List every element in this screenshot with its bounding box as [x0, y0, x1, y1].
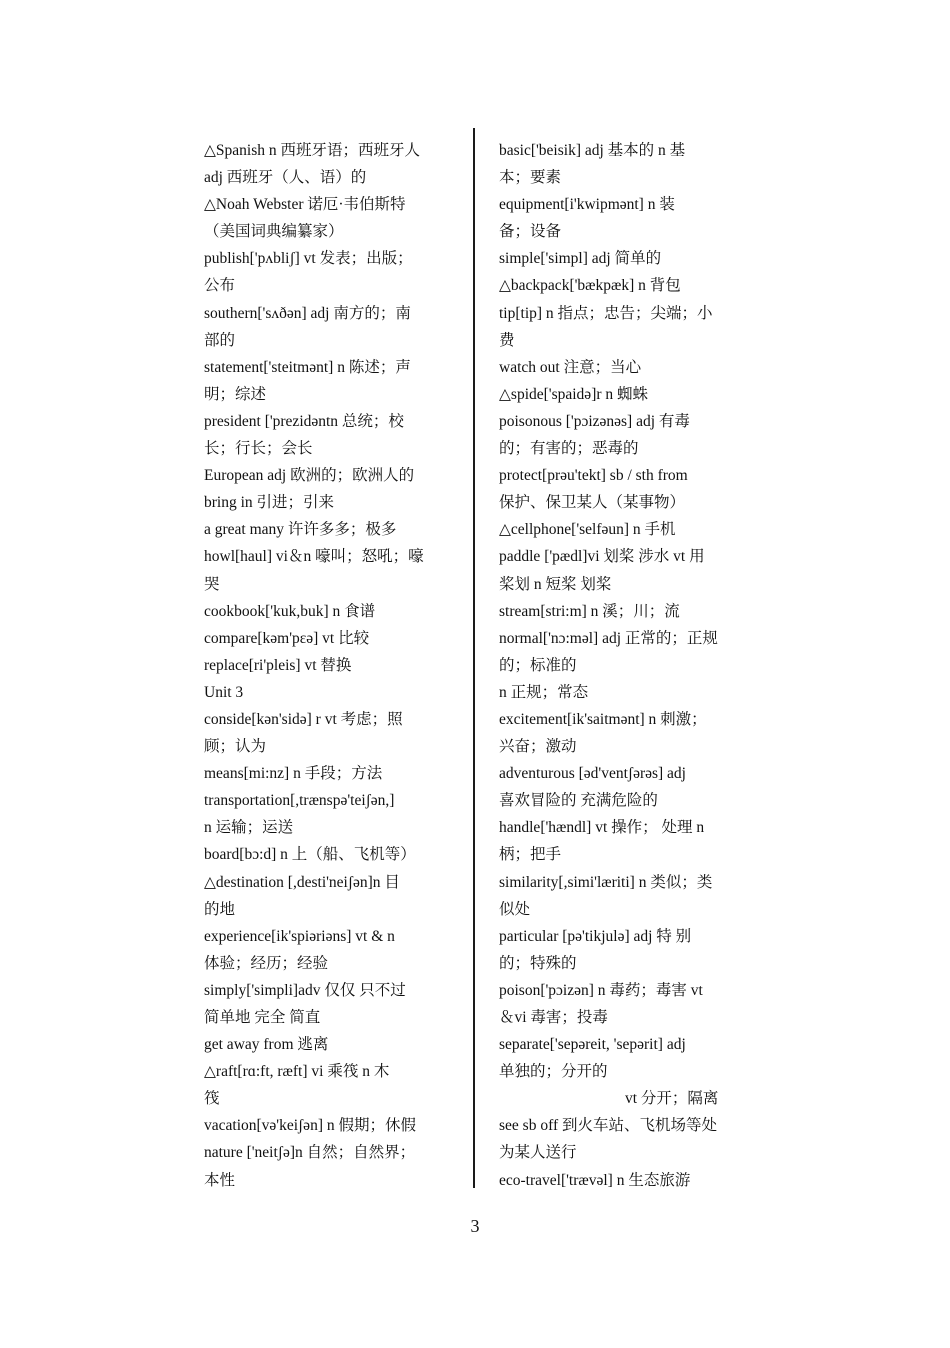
vocab-line: tip[tip] n 指点；忠告；尖端；小 — [499, 304, 713, 322]
vocab-line: eco-travel['trævəl] n 生态旅游 — [499, 1171, 691, 1189]
vocab-line: adventurous [əd'ventʃərəs] adj — [499, 765, 686, 783]
vocab-line: 长；行长；会长 — [204, 440, 313, 458]
vocab-line: 筏 — [204, 1090, 220, 1108]
vocab-line: excitement[ik'saitmənt] n 刺激； — [499, 710, 707, 728]
vocabulary-column-right — [499, 137, 747, 1194]
page-number: 3 — [470, 1216, 480, 1236]
vocab-line: 简单地 完全 简直 — [204, 1009, 321, 1026]
vocab-line: protect[prəu'tekt] sb / sth from — [499, 467, 688, 485]
vocab-line: 哭 — [204, 575, 220, 593]
vocab-line: paddle ['pædl]vi 划桨 涉水 vt 用 — [499, 548, 705, 566]
vocab-line: 的地 — [204, 900, 236, 918]
vocab-line: southern['sʌðən] adj 南方的；南 — [204, 304, 411, 322]
vocab-line: △raft[rɑ:ft, ræft] vi 乘筏 n 木 — [204, 1063, 390, 1081]
vocab-line: 兴奋；激动 — [499, 738, 577, 756]
vocab-line: separate['sepəreit, 'sepərit] adj — [499, 1036, 686, 1054]
vocab-line: president ['prezidəntn 总统；校 — [204, 412, 404, 430]
vocab-line: poison['pɔizən] n 毒药；毒害 vt — [499, 981, 703, 999]
vocab-line: 费 — [499, 331, 515, 349]
vocab-line: compare[kəm'pɛə] vt 比较 — [204, 629, 370, 647]
vocab-line: replace[ri'pleis] vt 替换 — [204, 656, 352, 674]
column-divider — [473, 128, 475, 1188]
vocab-line: △spide['spaidə]r n 蜘蛛 — [499, 385, 649, 403]
vocab-line: n 正规；常态 — [499, 683, 589, 701]
vocab-line: board[bɔ:d] n 上（船、飞机等） — [204, 846, 416, 864]
vocab-line: 喜欢冒险的 充满危险的 — [499, 792, 658, 810]
vocab-line: 本；要素 — [499, 169, 562, 187]
vocab-line: similarity[,simi'læriti] n 类似；类 — [499, 873, 713, 891]
vocab-line: △Noah Webster 诺厄·韦伯斯特 — [204, 196, 406, 214]
vocab-line: equipment[i'kwipmənt] n 装 — [499, 196, 675, 214]
vocab-line: nature ['neitʃə]n 自然；自然界； — [204, 1144, 416, 1162]
vocab-line: 本性 — [204, 1171, 236, 1189]
vocab-line: 保护、保卫某人（某事物） — [499, 494, 686, 512]
vocab-line: 明；综述 — [204, 385, 267, 403]
vocab-line: basic['beisik] adj 基本的 n 基 — [499, 142, 686, 159]
vocab-line: handle['hændl] vt 操作； 处理 n — [499, 819, 705, 837]
vocab-line: 为某人送行 — [499, 1144, 577, 1162]
vocab-line: 公布 — [204, 277, 236, 295]
vocab-line: △cellphone['selfəun] n 手机 — [499, 521, 676, 539]
vocab-line: 部的 — [204, 331, 236, 349]
vocab-line: howl[haul] vi＆n 嚎叫；怒吼；嚎 — [204, 548, 424, 566]
vocab-line: cookbook['kuk,buk] n 食谱 — [204, 602, 376, 620]
vocab-line: 似处 — [499, 900, 531, 918]
vocab-line: European adj 欧洲的；欧洲人的 — [204, 467, 415, 485]
vocab-line: particular [pə'tikjulə] adj 特 别 — [499, 927, 692, 945]
vocab-line: simple['simpl] adj 简单的 — [499, 250, 662, 268]
vocab-line: stream[stri:m] n 溪；川；流 — [499, 602, 680, 620]
vocab-line: publish['pʌbliʃ] vt 发表；出版； — [204, 250, 413, 268]
vocab-line: statement['steitmənt] n 陈述；声 — [204, 358, 411, 376]
vocab-line: 柄；把手 — [499, 846, 562, 864]
vocab-line: 的；标准的 — [499, 656, 577, 674]
vocab-line: 桨划 n 短桨 划桨 — [499, 575, 612, 593]
vocab-line: get away from 逃离 — [204, 1036, 329, 1054]
unit-heading: Unit 3 — [204, 683, 244, 701]
vocab-line: △backpack['bækpæk] n 背包 — [499, 277, 681, 295]
vocab-line: 备；设备 — [499, 223, 562, 241]
vocab-line: ＆vi 毒害；投毒 — [499, 1009, 608, 1026]
vocab-line: （美国词典编纂家） — [204, 223, 344, 241]
vocab-line: △destination [,desti'neiʃən]n 目 — [204, 873, 400, 891]
vocab-line: 的；特殊的 — [499, 954, 577, 972]
vocab-line: vacation[və'keiʃən] n 假期；休假 — [204, 1117, 416, 1135]
vocabulary-column-left — [204, 137, 452, 1194]
vocab-line: a great many 许许多多；极多 — [204, 521, 397, 539]
vocab-line: simply['simpli]adv 仅仅 只不过 — [204, 981, 406, 999]
vocab-line: 体验；经历；经验 — [204, 954, 329, 972]
vocab-line: experience[ik'spiəriəns] vt & n — [204, 927, 395, 945]
vocab-line: n 运输；运送 — [204, 819, 294, 837]
vocab-line: adj 西班牙（人、语）的 — [204, 169, 367, 187]
vocab-line: transportation[,trænspə'teiʃən,] — [204, 792, 395, 810]
vocab-line: watch out 注意；当心 — [499, 358, 642, 376]
vocab-line: see sb off 到火车站、飞机场等处 — [499, 1117, 717, 1135]
vocab-line: 的；有害的；恶毒的 — [499, 440, 639, 458]
vocab-line: △Spanish n 西班牙语；西班牙人 — [204, 142, 421, 159]
vocab-line: vt 分开；隔离 — [625, 1090, 719, 1108]
vocab-line: poisonous ['pɔizənəs] adj 有毒 — [499, 412, 690, 430]
vocab-line: normal['nɔ:məl] adj 正常的；正规 — [499, 629, 718, 647]
vocab-line: 单独的；分开的 — [499, 1063, 608, 1081]
vocab-line: means[mi:nz] n 手段；方法 — [204, 765, 383, 783]
vocab-line: conside[kən'sidə] r vt 考虑；照 — [204, 710, 403, 728]
vocab-line: bring in 引进；引来 — [204, 494, 335, 512]
vocab-line: 顾；认为 — [204, 738, 267, 756]
